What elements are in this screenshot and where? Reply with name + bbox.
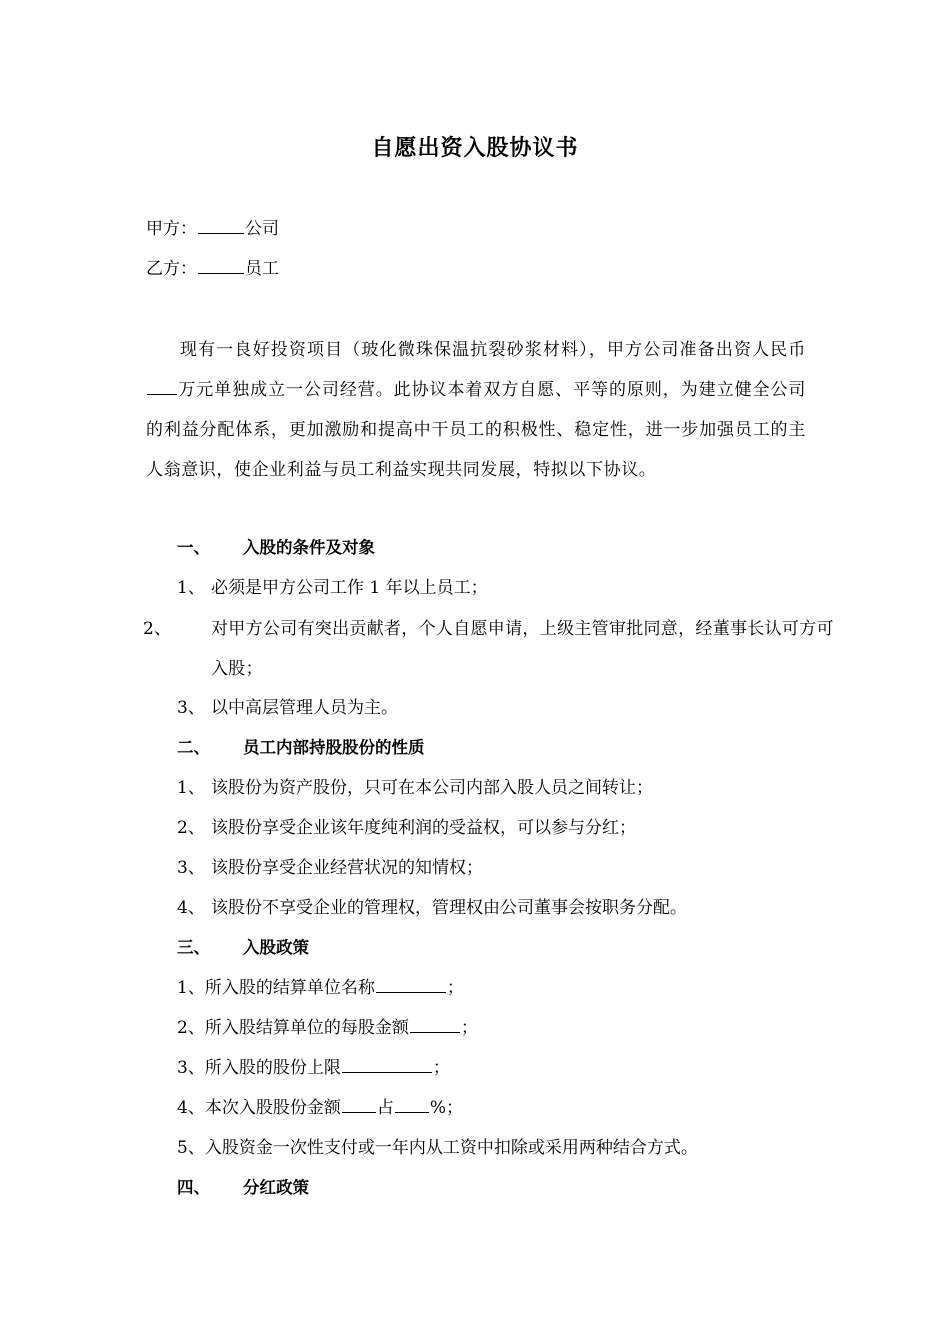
list-item: [177, 776, 653, 800]
section-heading-1: [177, 536, 375, 560]
item-text: 该股份为资产股份，只可在本公司内部入股人员之间转让；: [211, 778, 653, 798]
item-number: 4、: [177, 898, 205, 918]
item-number: 1、: [177, 778, 205, 798]
section-4-number: 四、: [177, 1178, 210, 1197]
section-1-number: 一、: [177, 538, 210, 557]
item-number: 3、: [177, 698, 205, 718]
document-title: 自愿出资入股协议书: [371, 136, 579, 161]
party-a-suffix: 公司: [245, 219, 279, 239]
list-item: [177, 1016, 478, 1040]
item-text: 5、入股资金一次性支付或一年内从工资中扣除或采用两种结合方式。: [177, 1138, 698, 1158]
list-item: [177, 976, 464, 1000]
section-heading-4: [177, 1176, 309, 1200]
intro-text-part1: 现有一良好投资项目（玻化微珠保温抗裂砂浆材料），甲方公司准备出资人民币: [180, 340, 806, 360]
list-item: [177, 696, 398, 720]
section-heading-3: [177, 936, 309, 960]
list-item: [177, 1056, 450, 1080]
item-text-end: ；: [432, 1058, 450, 1078]
share-limit-blank: [342, 1056, 432, 1073]
share-percent-blank: [395, 1096, 429, 1113]
intro-paragraph: [146, 330, 806, 490]
item-text: 对甲方公司有突出贡献者，个人自愿申请，上级主管审批同意，经董事长认可方可入股；: [211, 619, 834, 679]
section-3-title: 入股政策: [243, 938, 309, 957]
share-amount-blank: [342, 1096, 376, 1113]
list-item: [177, 576, 488, 600]
list-item: [177, 896, 687, 920]
intro-text-part2: 万元单独成立一公司经营。此协议本着双方自愿、平等的原则，为建立健全公司的利益分配体系，更加激励和提高中干员工的积极性、稳定性，进一步加强员工的主人翁意识，使企业利益与员工利益实现共同发展，特拟以下协议。: [146, 380, 806, 480]
item-number: 3、: [177, 858, 205, 878]
section-4-title: 分红政策: [243, 1178, 309, 1197]
item-text: 4、本次入股股份金额: [177, 1098, 341, 1118]
share-price-blank: [410, 1016, 460, 1033]
item-text: 该股份不享受企业的管理权，管理权由公司董事会按职务分配。: [211, 898, 687, 918]
item-text: 3、所入股的股份上限: [177, 1058, 341, 1078]
item-text: 2、所入股结算单位的每股金额: [177, 1018, 409, 1038]
item-text-end: ；: [446, 978, 464, 998]
item-text: 1、所入股的结算单位名称: [177, 978, 375, 998]
settlement-unit-blank: [376, 976, 446, 993]
party-b-line: [146, 257, 279, 281]
item-text: 必须是甲方公司工作 1 年以上员工；: [211, 578, 488, 598]
item-text: 该股份享受企业经营状况的知情权；: [211, 858, 483, 878]
party-b-suffix: 员工: [245, 259, 279, 279]
item-text: 该股份享受企业该年度纯利润的受益权，可以参与分红；: [211, 818, 636, 838]
item-text: 以中高层管理人员为主。: [211, 698, 398, 718]
list-item: [177, 1096, 463, 1120]
party-a-label: 甲方：: [146, 219, 197, 239]
section-3-number: 三、: [177, 938, 210, 957]
item-text-end: ；: [460, 1018, 478, 1038]
list-item: [177, 1136, 698, 1160]
item-number: 2、: [177, 818, 205, 838]
party-b-blank: [198, 257, 244, 274]
party-a-blank: [198, 217, 244, 234]
party-b-label: 乙方：: [146, 259, 197, 279]
item-text-mid: 占: [376, 1098, 394, 1118]
section-2-title: 员工内部持股股份的性质: [243, 738, 425, 757]
section-heading-2: [177, 736, 425, 760]
list-item: [143, 609, 841, 689]
item-number: 1、: [177, 578, 205, 598]
list-item: [177, 856, 483, 880]
section-1-title: 入股的条件及对象: [243, 538, 375, 557]
party-a-line: [146, 217, 279, 241]
list-item: [177, 816, 636, 840]
section-2-number: 二、: [177, 738, 210, 757]
intro-amount-blank: [147, 378, 177, 395]
item-text-end: %；: [429, 1098, 463, 1118]
item-number: 2、: [143, 619, 172, 639]
